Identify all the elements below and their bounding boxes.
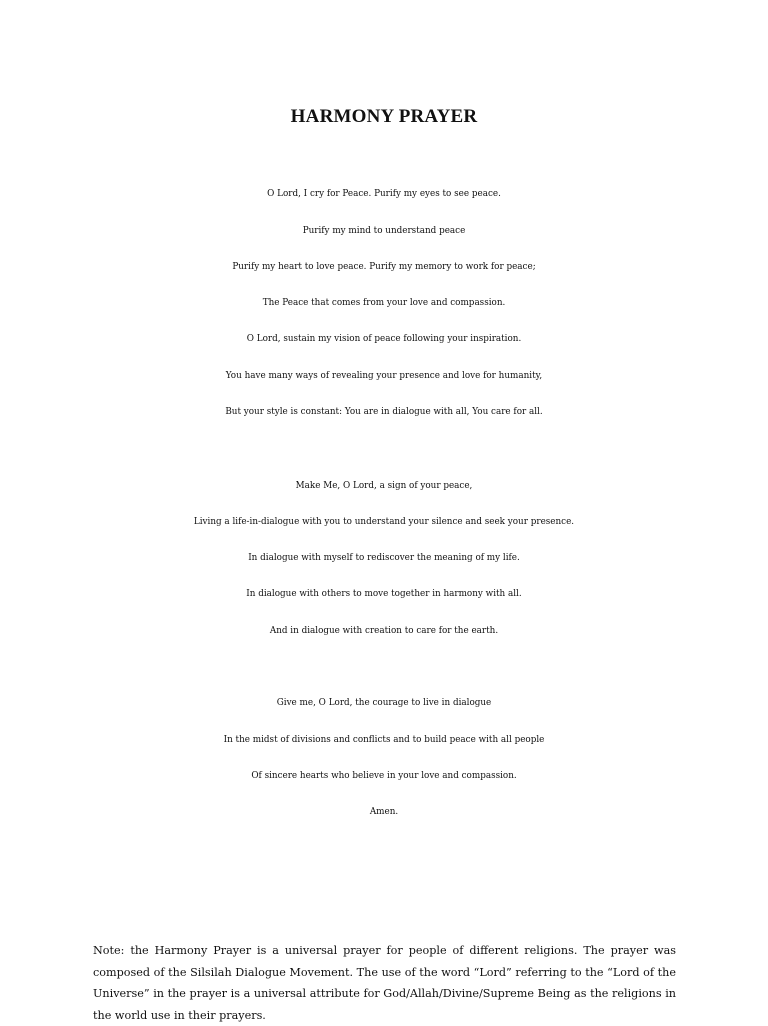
prayer-line: Give me, O Lord, the courage to live in dialogue: [276, 698, 492, 708]
prayer-line: You have many ways of revealing your presence and love for humanity,: [225, 371, 543, 381]
page-title: HARMONY PRAYER: [290, 106, 478, 127]
prayer-line: And in dialogue with creation to care for the earth.: [269, 626, 499, 636]
prayer-line: In dialogue with myself to rediscover the meaning of my life.: [248, 553, 520, 563]
prayer-line: O Lord, I cry for Peace. Purify my eyes to see peace.: [267, 189, 501, 199]
prayer-amen: Amen.: [369, 807, 399, 817]
prayer-line: Purify my heart to love peace. Purify my memory to work for peace;: [232, 262, 536, 272]
prayer-line: But your style is constant: You are in dialogue with all, You care for all.: [225, 407, 543, 417]
prayer-line: O Lord, sustain my vision of peace following your inspiration.: [246, 334, 522, 344]
prayer-line: In the midst of divisions and conflicts and to build peace with all people: [223, 735, 545, 745]
footnote: Note: the Harmony Prayer is a universal prayer for people of different religions. The prayer was composed of the Silsilah Dialogue Movement. The use of the word “Lord” referring to the “Lord of the Universe” in the prayer is a universal attribute for God/Allah/Divine/Supreme Being as the religions in the world use in their prayers.: [93, 944, 676, 1022]
prayer-line: Make Me, O Lord, a sign of your peace,: [295, 481, 473, 491]
prayer-line: Purify my mind to understand peace: [302, 226, 466, 236]
prayer-line: Of sincere hearts who believe in your love and compassion.: [251, 771, 517, 781]
prayer-line: The Peace that comes from your love and compassion.: [262, 298, 506, 308]
prayer-line: Living a life-in-dialogue with you to understand your silence and seek your presence.: [193, 517, 575, 527]
prayer-line: In dialogue with others to move together in harmony with all.: [246, 589, 522, 599]
